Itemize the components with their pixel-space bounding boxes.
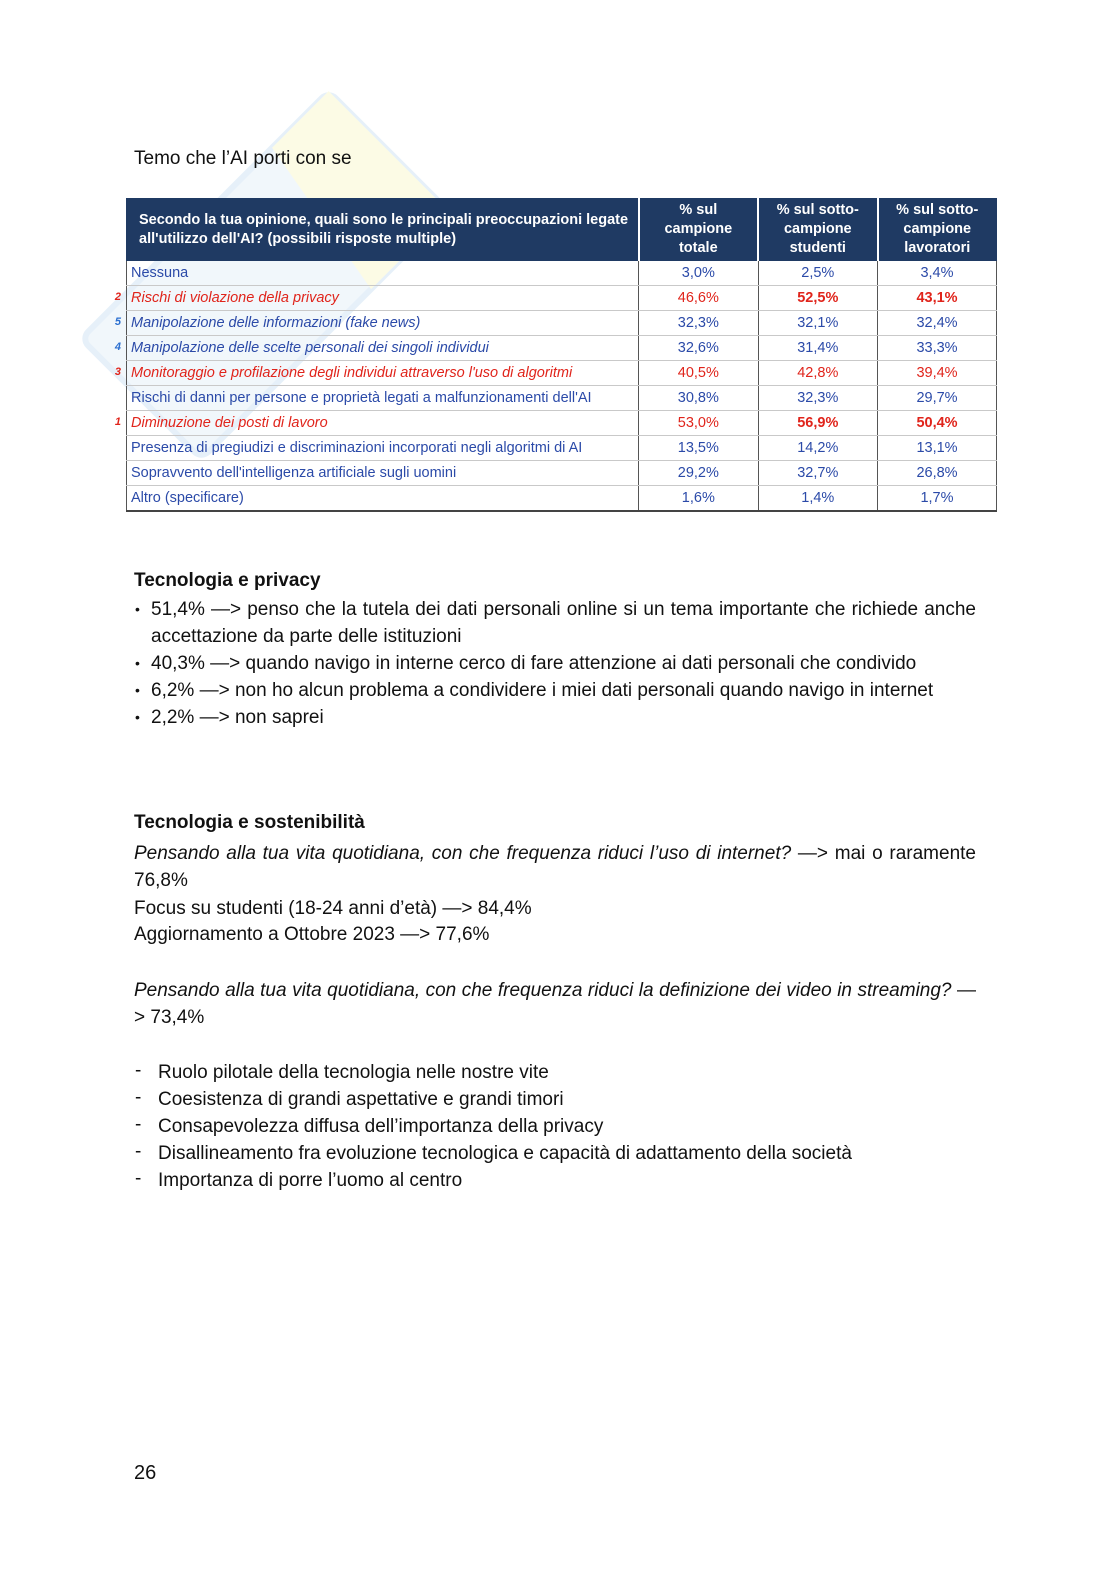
cell-lavoratori: 32,4%: [878, 311, 997, 336]
cell-studenti: 42,8%: [758, 361, 877, 386]
conclusions-list: [134, 1059, 852, 1194]
table-row: [127, 436, 997, 461]
list-item: - Ruolo pilotale della tecnologia nelle nostre vite: [134, 1059, 852, 1086]
row-label: Sopravvento dell'intelligenza artificiale sugli uomini: [127, 461, 639, 486]
cell-studenti: 32,7%: [758, 461, 877, 486]
cell-lavoratori: 26,8%: [878, 461, 997, 486]
cell-totale: 40,5%: [639, 361, 758, 386]
cell-studenti: 56,9%: [758, 411, 877, 436]
rank-badge: 1: [114, 416, 121, 428]
cell-lavoratori: 33,3%: [878, 336, 997, 361]
list-item: • 51,4% —> penso che la tutela dei dati personali online si un tema importante che richiede anche accettazione da parte delle istituzioni: [134, 596, 976, 650]
list-item: - Coesistenza di grandi aspettative e grandi timori: [134, 1086, 852, 1113]
col-header-studenti: % sul sotto-campione studenti: [758, 199, 877, 261]
table-row: [127, 311, 997, 336]
list-item: • 40,3% —> quando navigo in interne cerco di fare attenzione ai dati personali che condivido: [134, 650, 976, 677]
cell-lavoratori: 1,7%: [878, 486, 997, 512]
rank-badge: 5: [114, 316, 121, 328]
cell-studenti: 1,4%: [758, 486, 877, 512]
question-text: Pensando alla tua vita quotidiana, con che frequenza riduci l’uso di internet?: [134, 843, 792, 864]
cell-totale: 29,2%: [639, 461, 758, 486]
row-label: 5 Manipolazione delle informazioni (fake news): [127, 311, 639, 336]
cell-studenti: 14,2%: [758, 436, 877, 461]
table-row: [127, 386, 997, 411]
section-title-sostenibilita: Tecnologia e sostenibilità: [134, 812, 365, 833]
list-item: • 2,2% —> non saprei: [134, 704, 976, 731]
row-label: Nessuna: [127, 261, 639, 286]
row-label: 4 Manipolazione delle scelte personali dei singoli individui: [127, 336, 639, 361]
table-row: [127, 286, 997, 311]
rank-badge: 2: [114, 291, 121, 303]
cell-studenti: 31,4%: [758, 336, 877, 361]
list-item: • 6,2% —> non ho alcun problema a condividere i miei dati personali quando navigo in internet: [134, 677, 976, 704]
table-row: [127, 261, 997, 286]
cell-studenti: 52,5%: [758, 286, 877, 311]
table-row: [127, 361, 997, 386]
table-row: [127, 336, 997, 361]
row-label: Presenza di pregiudizi e discriminazioni incorporati negli algoritmi di AI: [127, 436, 639, 461]
rank-badge: 3: [114, 366, 121, 378]
intro-text: Temo che l’AI porti con se: [134, 148, 352, 169]
cell-totale: 32,3%: [639, 311, 758, 336]
row-label: Altro (specificare): [127, 486, 639, 512]
list-item: - Disallineamento fra evoluzione tecnologica e capacità di adattamento della società: [134, 1140, 852, 1167]
table-row: [127, 461, 997, 486]
cell-lavoratori: 50,4%: [878, 411, 997, 436]
question-streaming: [134, 977, 976, 1031]
table-row: [127, 486, 997, 512]
section-title-privacy: Tecnologia e privacy: [134, 570, 321, 591]
question-internet: [134, 840, 976, 894]
table-header-row: [127, 199, 997, 261]
aggiornamento: Aggiornamento a Ottobre 2023 —> 77,6%: [134, 924, 490, 945]
page-number: 26: [134, 1462, 157, 1484]
answer-text: —> 73,4%: [134, 980, 977, 1028]
focus-studenti: Focus su studenti (18-24 anni d’età) —> 84,4%: [134, 898, 532, 919]
table-row: [127, 411, 997, 436]
cell-studenti: 2,5%: [758, 261, 877, 286]
cell-lavoratori: 39,4%: [878, 361, 997, 386]
cell-lavoratori: 3,4%: [878, 261, 997, 286]
question-text: Pensando alla tua vita quotidiana, con che frequenza riduci la definizione dei video in streaming?: [134, 980, 952, 1001]
cell-totale: 13,5%: [639, 436, 758, 461]
question-header: Secondo la tua opinione, quali sono le principali preoccupazioni legate all'utilizzo dell'AI? (possibili risposte multiple): [127, 199, 639, 261]
row-label: 2 Rischi di violazione della privacy: [127, 286, 639, 311]
cell-totale: 53,0%: [639, 411, 758, 436]
row-label: Rischi di danni per persone e proprietà legati a malfunzionamenti dell'AI: [127, 386, 639, 411]
cell-studenti: 32,3%: [758, 386, 877, 411]
row-label: 1 Diminuzione dei posti di lavoro: [127, 411, 639, 436]
cell-totale: 30,8%: [639, 386, 758, 411]
cell-totale: 32,6%: [639, 336, 758, 361]
col-header-lavoratori: % sul sotto-campione lavoratori: [878, 199, 997, 261]
privacy-list: [134, 596, 976, 731]
cell-lavoratori: 43,1%: [878, 286, 997, 311]
cell-totale: 3,0%: [639, 261, 758, 286]
list-item: - Importanza di porre l’uomo al centro: [134, 1167, 852, 1194]
col-header-totale: % sul campione totale: [639, 199, 758, 261]
survey-table: [114, 198, 997, 512]
cell-lavoratori: 29,7%: [878, 386, 997, 411]
list-item: - Consapevolezza diffusa dell’importanza della privacy: [134, 1113, 852, 1140]
cell-totale: 46,6%: [639, 286, 758, 311]
cell-studenti: 32,1%: [758, 311, 877, 336]
row-label: 3 Monitoraggio e profilazione degli individui attraverso l'uso di algoritmi: [127, 361, 639, 386]
rank-badge: 4: [114, 341, 121, 353]
cell-lavoratori: 13,1%: [878, 436, 997, 461]
cell-totale: 1,6%: [639, 486, 758, 512]
answer-text: —> mai o raramente 76,8%: [134, 843, 976, 891]
